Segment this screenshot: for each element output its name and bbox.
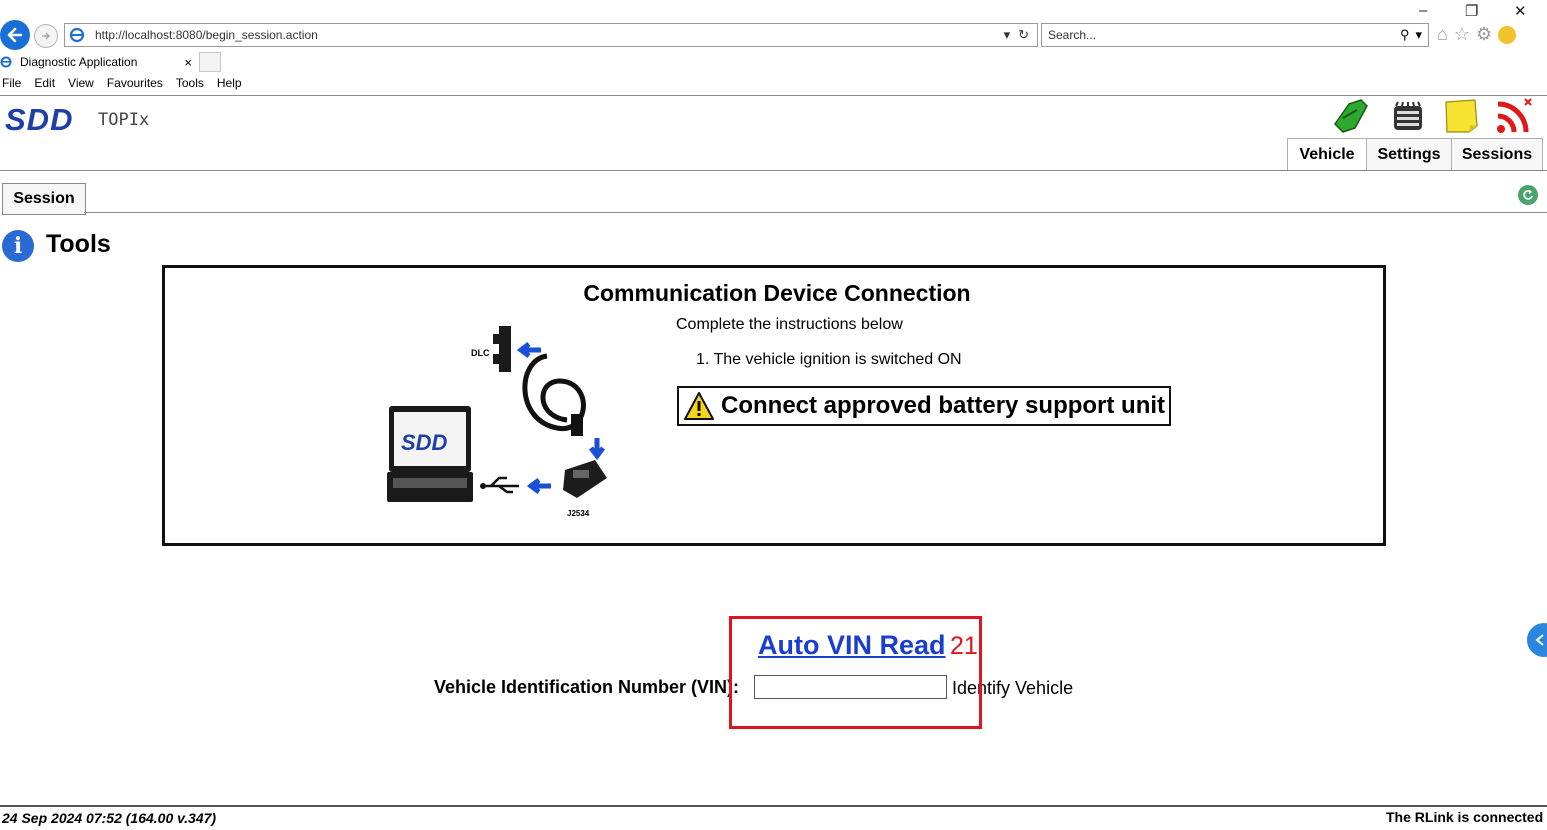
gear-icon[interactable]: ⚙	[1476, 24, 1493, 44]
dlc-label: DLC	[471, 348, 490, 358]
rlink-status: The RLink is connected	[1386, 809, 1544, 825]
instructions-heading: Complete the instructions below	[676, 316, 903, 333]
settings-icon[interactable]	[1388, 96, 1428, 136]
new-tab-button[interactable]	[199, 52, 221, 72]
usb-icon	[483, 478, 519, 492]
sdd-logo: SDD	[5, 102, 74, 137]
menu-file[interactable]: File	[2, 76, 22, 90]
app-subtitle: TOPIx	[98, 110, 150, 130]
menu-help[interactable]: Help	[216, 76, 242, 90]
restore-button[interactable]: ❐	[1465, 3, 1479, 20]
panel-title: Communication Device Connection	[583, 280, 971, 306]
smiley-icon[interactable]	[1498, 26, 1516, 44]
communication-device-panel	[162, 265, 1386, 546]
arrow-to-dlc-icon	[521, 344, 541, 356]
footer-timestamp: 24 Sep 2024 07:52 (164.00 v.347)	[2, 810, 217, 826]
browser-toolbar-icons	[1437, 24, 1516, 45]
refresh-arrow-icon	[1522, 189, 1534, 201]
vehicle-icon[interactable]	[1331, 96, 1371, 136]
laptop-logo-label: SDD	[401, 430, 448, 455]
tab-sessions[interactable]: Sessions	[1451, 138, 1543, 171]
ie-page-icon	[69, 27, 85, 43]
refresh-icon[interactable]: ↻	[1018, 27, 1029, 42]
search-input[interactable]: Search...	[1048, 28, 1097, 42]
menu-bar	[2, 76, 242, 90]
close-window-button[interactable]: ✕	[1514, 3, 1527, 20]
menu-favourites[interactable]: Favourites	[106, 76, 163, 90]
home-icon[interactable]: ⌂	[1437, 24, 1448, 44]
back-button[interactable]	[0, 20, 30, 50]
j2534-device-shape	[563, 460, 607, 498]
address-dropdown-icon[interactable]: ▾	[1003, 27, 1011, 42]
warning-triangle-icon	[683, 391, 715, 421]
tab-session[interactable]: Session	[2, 183, 86, 215]
session-bar-divider	[84, 212, 1547, 213]
side-panel-toggle-button[interactable]	[1527, 623, 1547, 657]
search-dropdown-icon[interactable]: ▾	[1415, 27, 1422, 42]
auto-vin-read-link[interactable]: Auto VIN Read	[758, 630, 946, 660]
back-arrow-icon	[6, 26, 24, 44]
tab-title[interactable]: Diagnostic Application	[20, 55, 138, 69]
j2534-label: J2534	[567, 509, 590, 518]
auto-vin-read-annotation: 21	[950, 632, 978, 660]
forward-button[interactable]	[34, 24, 58, 48]
forward-arrow-icon	[40, 30, 52, 42]
refresh-session-button[interactable]	[1518, 185, 1538, 205]
arrow-left-icon	[531, 480, 551, 492]
page-title: Tools	[46, 230, 111, 258]
header-divider	[0, 95, 1547, 96]
battery-warning-box	[677, 386, 1171, 426]
header-bottom-divider	[0, 170, 1547, 171]
info-icon: i	[2, 230, 34, 262]
search-box[interactable]	[1041, 23, 1429, 47]
arrow-down-icon	[591, 438, 603, 456]
chevron-left-icon	[1535, 634, 1545, 646]
tab-settings[interactable]: Settings	[1366, 138, 1452, 171]
tab-vehicle[interactable]: Vehicle	[1287, 138, 1367, 171]
rlink-signal-icon	[1494, 96, 1534, 136]
connection-diagram	[387, 320, 617, 520]
battery-warning-text: Connect approved battery support unit	[721, 392, 1166, 419]
menu-tools[interactable]: Tools	[175, 76, 204, 90]
star-icon[interactable]: ☆	[1453, 24, 1471, 44]
dlc-connector-shape	[499, 326, 511, 372]
browser-tab[interactable]	[0, 51, 196, 73]
menu-edit[interactable]: Edit	[34, 76, 56, 90]
identify-vehicle-link[interactable]: Identify Vehicle	[952, 678, 1074, 698]
search-icon[interactable]: ⚲	[1399, 27, 1410, 42]
instruction-step-1: 1. The vehicle ignition is switched ON	[696, 351, 962, 368]
vin-label: Vehicle Identification Number (VIN):	[434, 677, 740, 697]
vin-highlight-box	[729, 616, 982, 729]
minimize-button[interactable]: –	[1419, 2, 1428, 19]
address-bar[interactable]	[64, 23, 1038, 47]
menu-view[interactable]: View	[68, 76, 94, 90]
footer-divider	[0, 805, 1547, 807]
tab-close-icon[interactable]: ×	[184, 54, 192, 70]
address-url[interactable]: http://localhost:8080/begin_session.action	[95, 28, 318, 42]
ie-tab-icon	[0, 56, 12, 68]
sessions-note-icon[interactable]	[1441, 96, 1481, 136]
